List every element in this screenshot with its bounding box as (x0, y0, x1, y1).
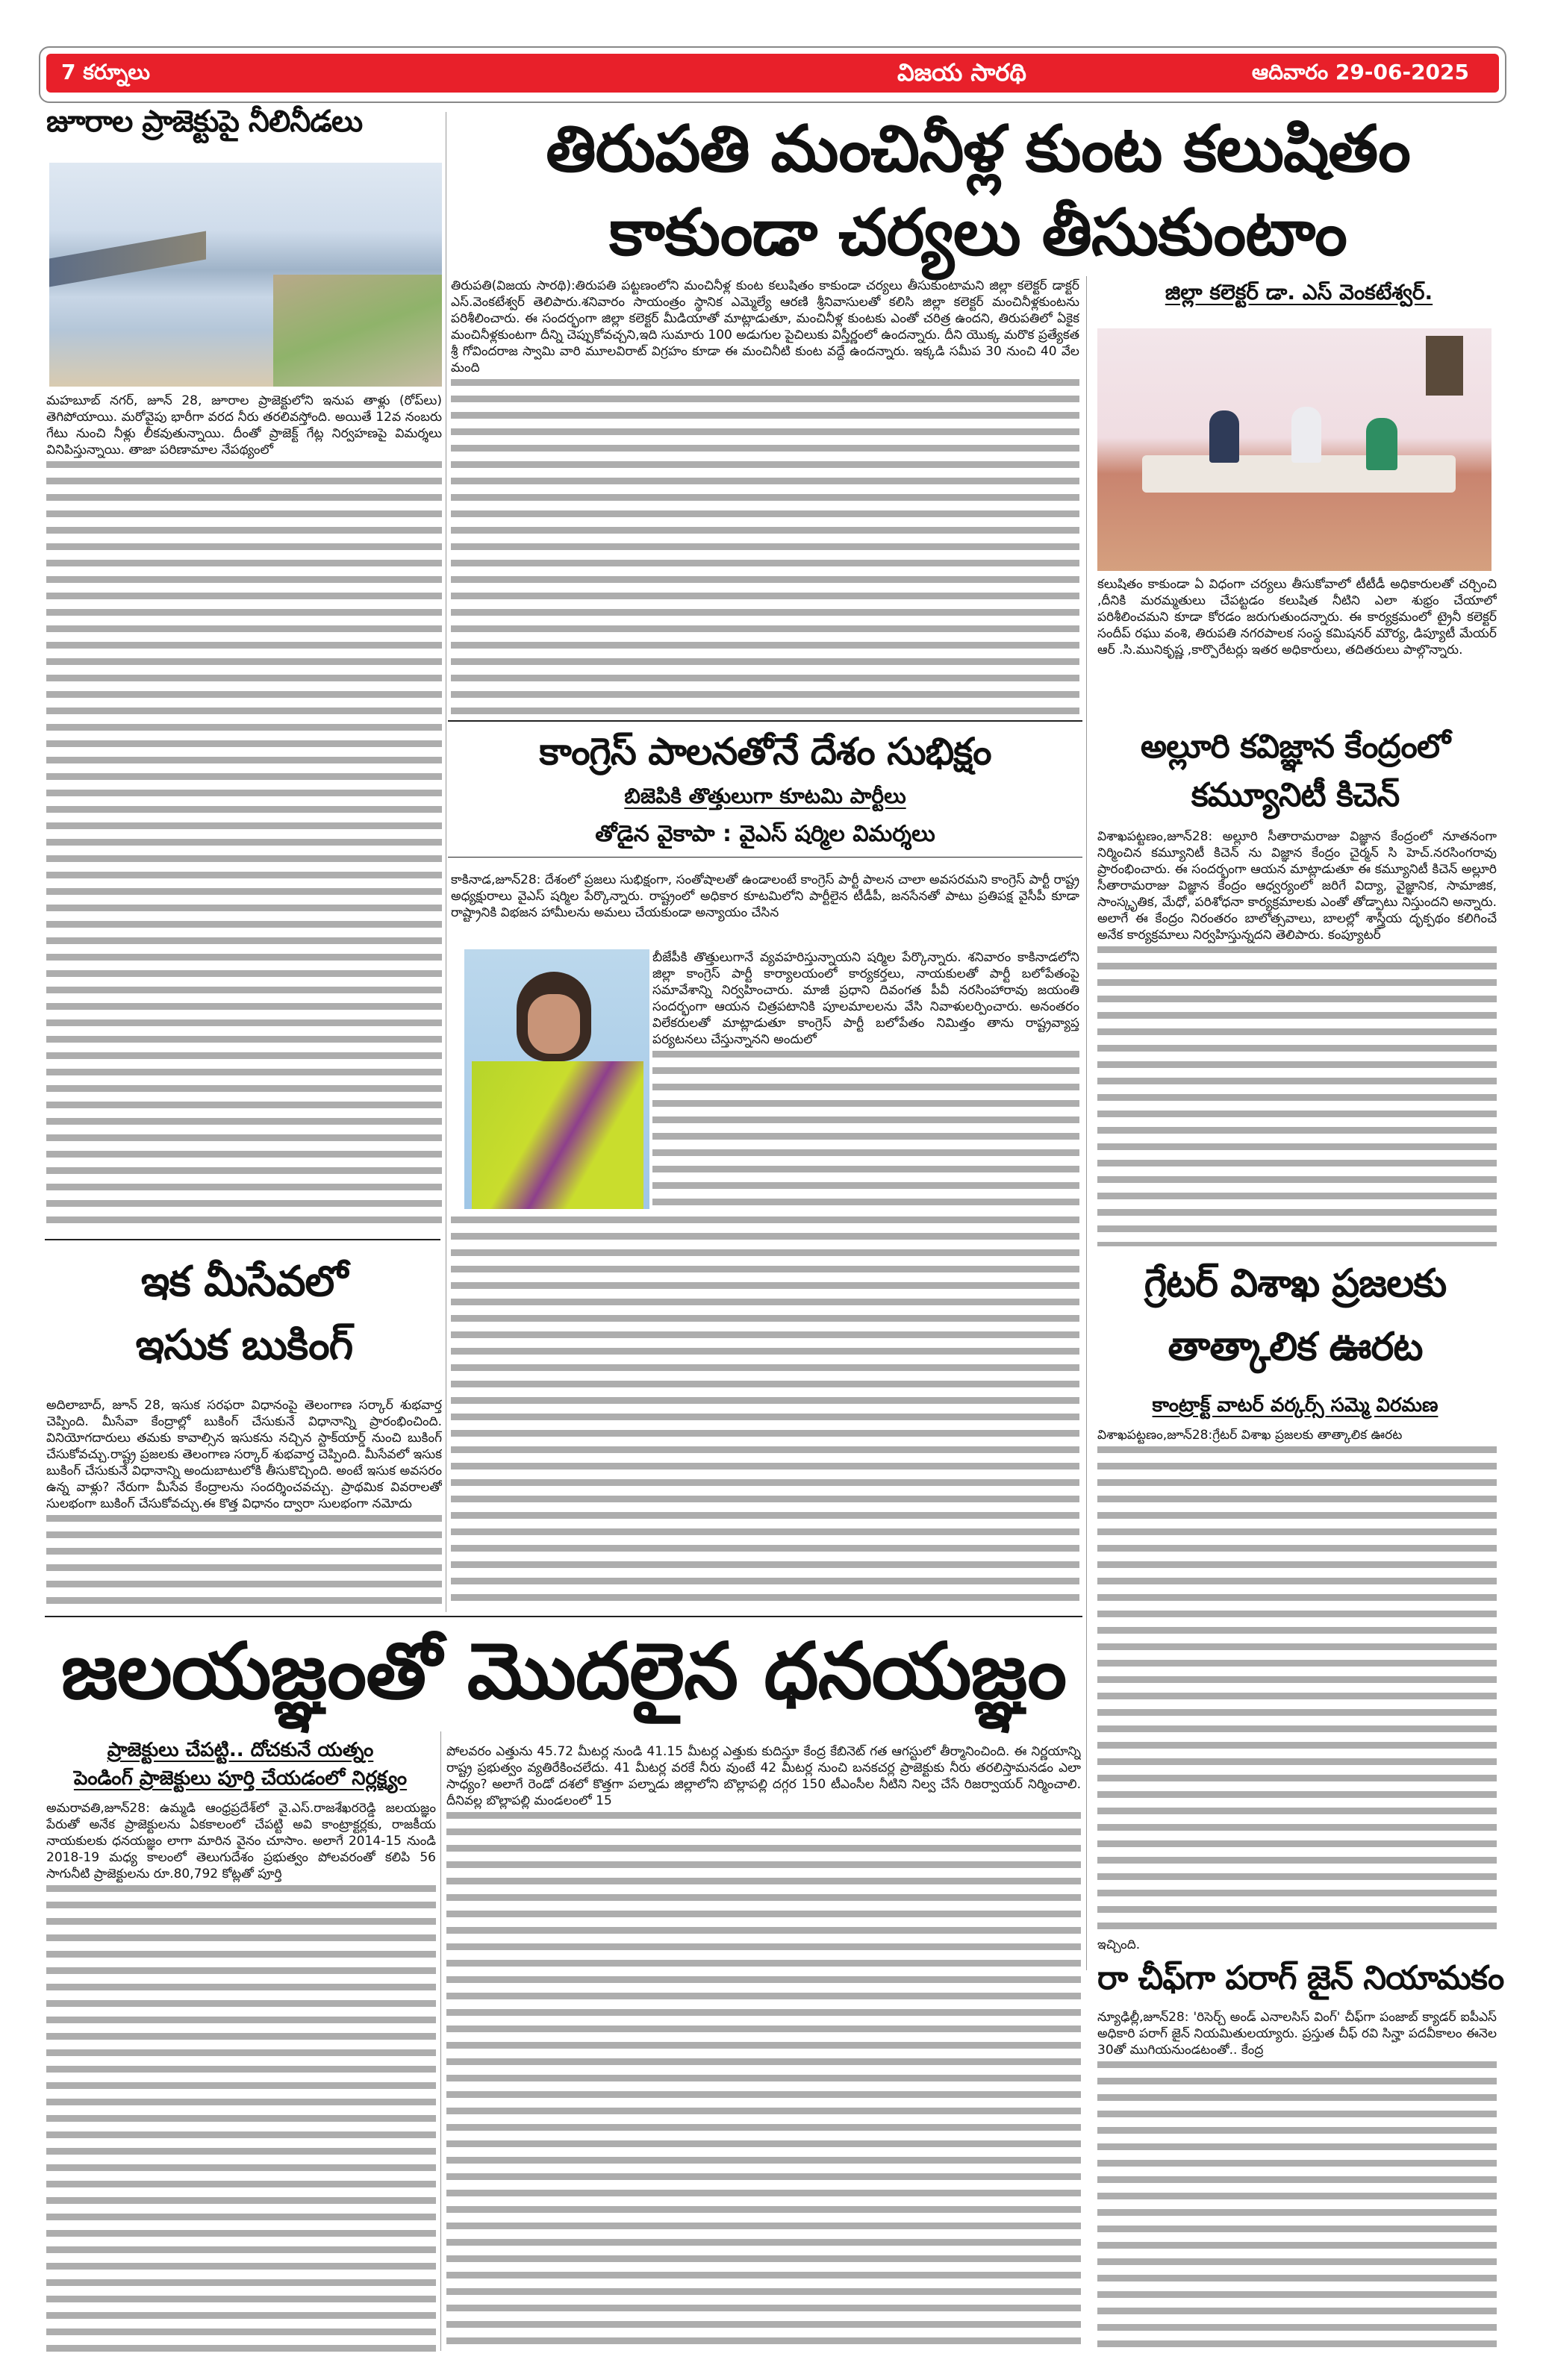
meeseva-headline-line2: ఇసుక బుకింగ్ (135, 1321, 353, 1369)
vizag-article (1097, 1427, 1497, 1953)
issue-date: ఆదివారం 29-06-2025 (1251, 60, 1469, 84)
alluri-headline-line2: కమ్యూనిటీ కిచెన్ (1191, 776, 1400, 814)
article-text-continued (46, 1885, 436, 2352)
raw-body: న్యూఢిల్లీ,జూన్28: 'రిసెర్చ్ అండ్ ఎనాలసిస్ వింగ్' చీఫ్‌గా పంజాబ్ క్యాడర్ ఐపీఎస్ అధికారి పరాగ్ జైన్ నియమితులయ్యారు. ప్రస్తుత చీఫ్ రవి సిన్హా పదవీకాలం ఈనెల 30తో ముగియనుండటంతో.. కేంద్ర (1097, 2010, 1497, 2058)
vizag-body: విశాఖపట్టణం,జూన్28:గ్రేటర్ విశాఖ ప్రజలకు తాత్కాలిక ఊరట (1097, 1428, 1403, 1443)
raw-headline: రా చీఫ్‌గా పరాగ్ జైన్ నియామకం (1097, 1959, 1504, 1997)
tirupati-body: తిరుపతి(విజయ సారథి):తిరుపతి పట్టణంలోని మంచినీళ్ల కుంట కలుషితం కాకుండా చర్యలు తీసుకుంటామని జిల్లా కలెక్టర్ డాక్టర్ ఎస్.వెంకటేశ్వర్ తెలిపారు.శనివారం సాయంత్రం స్థానిక ఎమ్మెల్యే ఆరణి శ్రీనివాసులతో కలిసి జిల్లా కలెక్టర్ మంచినీళ్లకుంటను పరిశీలించారు. ఈ సందర్భంగా జిల్లా కలెక్టర్ మీడియాతో మాట్లాడుతూ, మంచినీళ్ల కుంటకు ఎంతో చరిత్ర ఉందని, తిరుపతిలో ఏకైక మంచినీళ్లకుంటగా దీన్ని చెప్పుకోవచ్చని,ఇది సుమారు 100 అడుగుల పైచిలుకు విస్తీర్ణంలో ఉందన్నారు. దీని యొక్క మరొక ప్రత్యేకత శ్రీ గోవిందరాజ స్వామి వారి మూలవిరాట్ విగ్రహం కూడా ఈ మంచినీటి కుంట వద్దే ఉందన్నారు. ఇక్కడి సమీప 30 నుంచి 40 వేల మంది (451, 278, 1079, 375)
congress-subheadline-2: తోడైన వైకాపా : వైఎస్ షర్మిల విమర్శలు (448, 821, 1082, 858)
congress-article-wrap (652, 949, 1079, 1211)
article-text-continued (1097, 946, 1497, 1246)
vizag-headline-line1: గ్రేటర్ విశాఖ ప్రజలకు (1144, 1261, 1447, 1306)
jalayagnam-article-continued (446, 1743, 1081, 2352)
jalayagnam-body-mid: పోలవరం ఎత్తును 45.72 మీటర్ల నుండి 41.15 మీటర్ల ఎత్తుకు కుదిస్తూ కేంద్ర కేబినెట్ గత ఆగస్టులో తీర్మానించింది. ఈ నిర్ణయాన్ని రాష్ట్ర ప్రభుత్వం వ్యతిరేకించలేదు. 41 మీటర్ల వరకే నీరు వుంటే 42 మీటర్ల నుంచి బనకచర్ల ప్రాజెక్టుకు నీరు తరలిస్తామనడం ఎలా సాధ్యం? అలాగే రెండో దశలో కొత్తగా పల్నాడు జిల్లాలోని బొల్లాపల్లి దగ్గర 150 టీఎంసీల నీటిని నిల్వ చేసే రిజర్వాయర్ నిర్మించాలి. దీనివల్ల బొల్లాపల్లి మండలంలో 15 (446, 1744, 1081, 1808)
jalayagnam-article (46, 1800, 436, 2352)
jalayagnam-body: అమరావతి,జూన్28: ఉమ్మడి ఆంధ్రప్రదేశ్‌లో వై.ఎస్.రాజశేఖరరెడ్డి జలయజ్ఞం పేరుతో అనేక ప్రాజెక్టులను ఏకకాలంలో చేపట్టి అవి కాంట్రాక్టర్లకు, రాజకీయ నాయకులకు ధనయజ్ఞం లాగా మారిన వైనం చూసాం. అలాగే 2014-15 నుండి 2018-19 మధ్య కాలంలో తెలుగుదేశం ప్రభుత్వం పోలవరంతో కలిపి 56 సాగునీటి ప్రాజెక్టులను రూ.80,792 కోట్లతో పూర్తి (46, 1801, 436, 1881)
collector-meeting-photo (1097, 328, 1491, 571)
article-text-continued (46, 461, 442, 1228)
jurala-headline: జూరాల ప్రాజెక్టుపై నీలినీడలు (46, 104, 363, 139)
alluri-headline-line1: అల్లూరి కవిజ్ఞాన కేంద్రంలో (1140, 728, 1450, 766)
jurala-article (46, 393, 442, 1228)
article-text-continued (446, 1812, 1081, 2352)
tirupati-byline: జిల్లా కలెక్టర్ డా. ఎస్ వెంకటేశ్వర్. (1165, 280, 1433, 304)
sharmila-photo (464, 949, 649, 1209)
congress-body: కాకినాడ,జూన్28: దేశంలో ప్రజలు సుభిక్షంగా, సంతోషాలతో ఉండాలంటే కాంగ్రెస్ పార్టీ పాలన చాలా అవసరమని కాంగ్రెస్ పార్టీ రాష్ట్ర అధ్యక్షురాలు వైఎస్ షర్మిల పేర్కొన్నారు. రాష్ట్రంలో అధికార కూటమిలోని పార్టీలైన టీడీపీ, జనసేనతో పాటు ప్రతిపక్ష వైసీపీ కూడా రాష్ట్రానికి విభజన హామీలను అమలు చేయకుండా అన్యాయం చేసిన (451, 872, 1079, 920)
vizag-subheadline: కాంట్రాక్ట్ వాటర్ వర్కర్స్ సమ్మె విరమణ (1152, 1394, 1438, 1417)
section-divider (45, 1616, 1082, 1617)
alluri-article (1097, 828, 1497, 1246)
congress-article-top (451, 872, 1079, 946)
article-text-continued (1097, 2061, 1497, 2352)
tirupati-article (451, 278, 1079, 714)
vizag-headline-line2: తాత్కాలిక ఊరట (1168, 1325, 1423, 1369)
meeseva-article (46, 1397, 442, 1610)
column-rule (440, 1731, 441, 2351)
jalayagnam-headline: జలయజ్ఞంతో మొదలైన ధనయజ్ఞం (60, 1625, 1067, 1717)
paper-name: విజయ సారథి (897, 58, 1026, 87)
congress-body-2: బీజేపీకి తొత్తులుగానే వ్యవహరిస్తున్నాయని షర్మిల పేర్కొన్నారు. శనివారం కాకినాడలోని జిల్లా కాంగ్రెస్ పార్టీ కార్యాలయంలో కార్యకర్తలు, నాయకులతో పార్టీ బలోపేతంపై సమావేశాన్ని నిర్వహించారు. మాజీ ప్రధాని దివంగత పీవీ నరసింహారావు జయంతి సందర్భంగా ఆయన చిత్రపటానికి పూలమాలలను వేసి నివాళులర్పించారు. అనంతరం విలేకరులతో మాట్లాడుతూ కాంగ్రెస్ పార్టీ బలోపేతం నిమిత్తం తాను రాష్ట్రవ్యాప్త పర్యటనలు చేస్తున్నానని అందులో (652, 950, 1079, 1047)
dam-photo (49, 163, 442, 387)
tirupati-continued (1097, 576, 1497, 718)
congress-subheadline-1: బిజెపికి తొత్తులుగా కూటమి పార్టీలు (624, 784, 906, 808)
masthead-bar (46, 54, 1499, 93)
page-label: 7 కర్నూలు (61, 60, 150, 84)
congress-article-bottom (451, 1214, 1079, 1609)
article-text-continued (1097, 1446, 1497, 1937)
article-text-continued (451, 379, 1079, 714)
article-text-continued (451, 1216, 1079, 1609)
jurala-body: మహబూబ్ నగర్, జూన్ 28, జూరాల ప్రాజెక్టులోని ఇనుప తాళ్లు (రోప్‌లు) తెగిపోయాయి. మరోవైపు భారీగా వరద నీరు తరలివస్తోంది. అయితే 12వ నంబరు గేటు నుంచి నీళ్లు లీకవుతున్నాయి. దీంతో ప్రాజెక్ట్ గేట్ల నిర్వహణపై విమర్శలు వినిపిస్తున్నాయి. తాజా పరిణామాల నేపథ్యంలో (46, 393, 442, 457)
article-text-continued (652, 1051, 1079, 1211)
column-rule (1086, 276, 1087, 1970)
jalayagnam-subheadline-1: ప్రాజెక్టులు చేపట్టి.. దోచకునే యత్నం (107, 1739, 374, 1761)
tirupati-continued-body: కలుషితం కాకుండా ఏ విధంగా చర్యలు తీసుకోవాలో టీటీడీ అధికారులతో చర్చించి ,దీనికి మరమ్మతులు చేపట్టడం కలుషిత నీటిని ఎలా శుభ్రం చేయాలో పరిశీలించమని కూడా కోరడం జరుగుతుందన్నారు. ఈ కార్యక్రమంలో ట్రైనీ కలెక్టర్ సందీప్ రఘు వంశి, తిరుపతి నగరపాలక సంస్థ కమిషనర్ మౌర్య, డిప్యూటీ మేయర్ ఆర్ .సి.మునికృష్ణ ,కార్పొరేటర్లు ఇతర అధికారులు, తదితరులు పాల్గొన్నారు. (1097, 577, 1497, 658)
vizag-body-tail: ఇచ్చింది. (1097, 1937, 1141, 1952)
jalayagnam-subheadline-2: పెండింగ్ ప్రాజెక్టులు పూర్తి చేయడంలో నిర్లక్ష్యం (73, 1767, 408, 1790)
tirupati-headline-line2: కాకుండా చర్యలు తీసుకుంటాం (609, 196, 1347, 270)
raw-article (1097, 2009, 1497, 2352)
meeseva-headline-line1: ఇక మీసేవలో (140, 1258, 348, 1306)
section-divider (448, 720, 1082, 722)
article-text-continued (46, 1515, 442, 1610)
tirupati-headline-line1: తిరుపతి మంచినీళ్ల కుంట కలుషితం (546, 112, 1410, 187)
section-divider (45, 1239, 440, 1240)
alluri-body: విశాఖపట్టణం,జూన్28: అల్లూరి సీతారామరాజు విజ్ఞాన కేంద్రంలో నూతనంగా నిర్మించిన కమ్యూనిటీ కిచెన్ ను విజ్ఞాన కేంద్రం చైర్మన్ సి హెచ్.నరసింగరావు ప్రారంభించారు. ఈ సందర్భంగా ఆయన మాట్లాడుతూ ఈ కమ్యూనిటీ కిచెన్ అల్లూరి సీతారామరాజు విజ్ఞాన కేంద్రం ఆధ్వర్యంలో జరిగే విద్యా, వైజ్ఞానిక, సామాజిక, సాంస్కృతిక, మేధో, పరిశోధనా కార్యక్రమాలకు ఎంతో తోడ్పాటు నిస్తుందని అన్నారు. అలాగే ఈ కేంద్రం నిరంతరం బాలోత్సవాలు, బాలల్లో శాస్త్రీయ దృక్పథం కలిగించే అనేక కార్యక్రమాలు నిర్వహిస్తున్నదని తెలిపారు. కంప్యూటర్ (1097, 829, 1497, 943)
congress-headline: కాంగ్రెస్ పాలనతోనే దేశం సుభిక్షం (539, 730, 991, 773)
meeseva-body: అదిలాబాద్, జూన్ 28, ఇసుక సరఫరా విధానంపై తెలంగాణ సర్కార్ శుభవార్త చెప్పింది. మీసేవా కేంద్రాల్లో బుకింగ్ చేసుకునే విధానాన్ని ప్రారంభించింది. వినియోగదారులు తమకు కావాల్సిన ఇసుకను నచ్చిన స్టాక్‌యార్డ్ నుంచి బుకింగ్ చేసుకోవచ్చు.రాష్ట్ర ప్రజలకు తెలంగాణ సర్కార్ శుభవార్త చెప్పింది. మీసేవలో ఇసుక బుకింగ్ చేసుకునే విధానాన్ని అందుబాటులోకి తీసుకొచ్చింది. అంటే ఇసుక అవసరం ఉన్న వాళ్లు? నేరుగా మీసేవ కేంద్రాలను సందర్శించవచ్చు. ప్రాథమిక వివరాలతో సులభంగా బుకింగ్ చేసుకోవచ్చు.ఈ కొత్త విధానం ద్వారా సులభంగా నమోదు (46, 1398, 442, 1511)
